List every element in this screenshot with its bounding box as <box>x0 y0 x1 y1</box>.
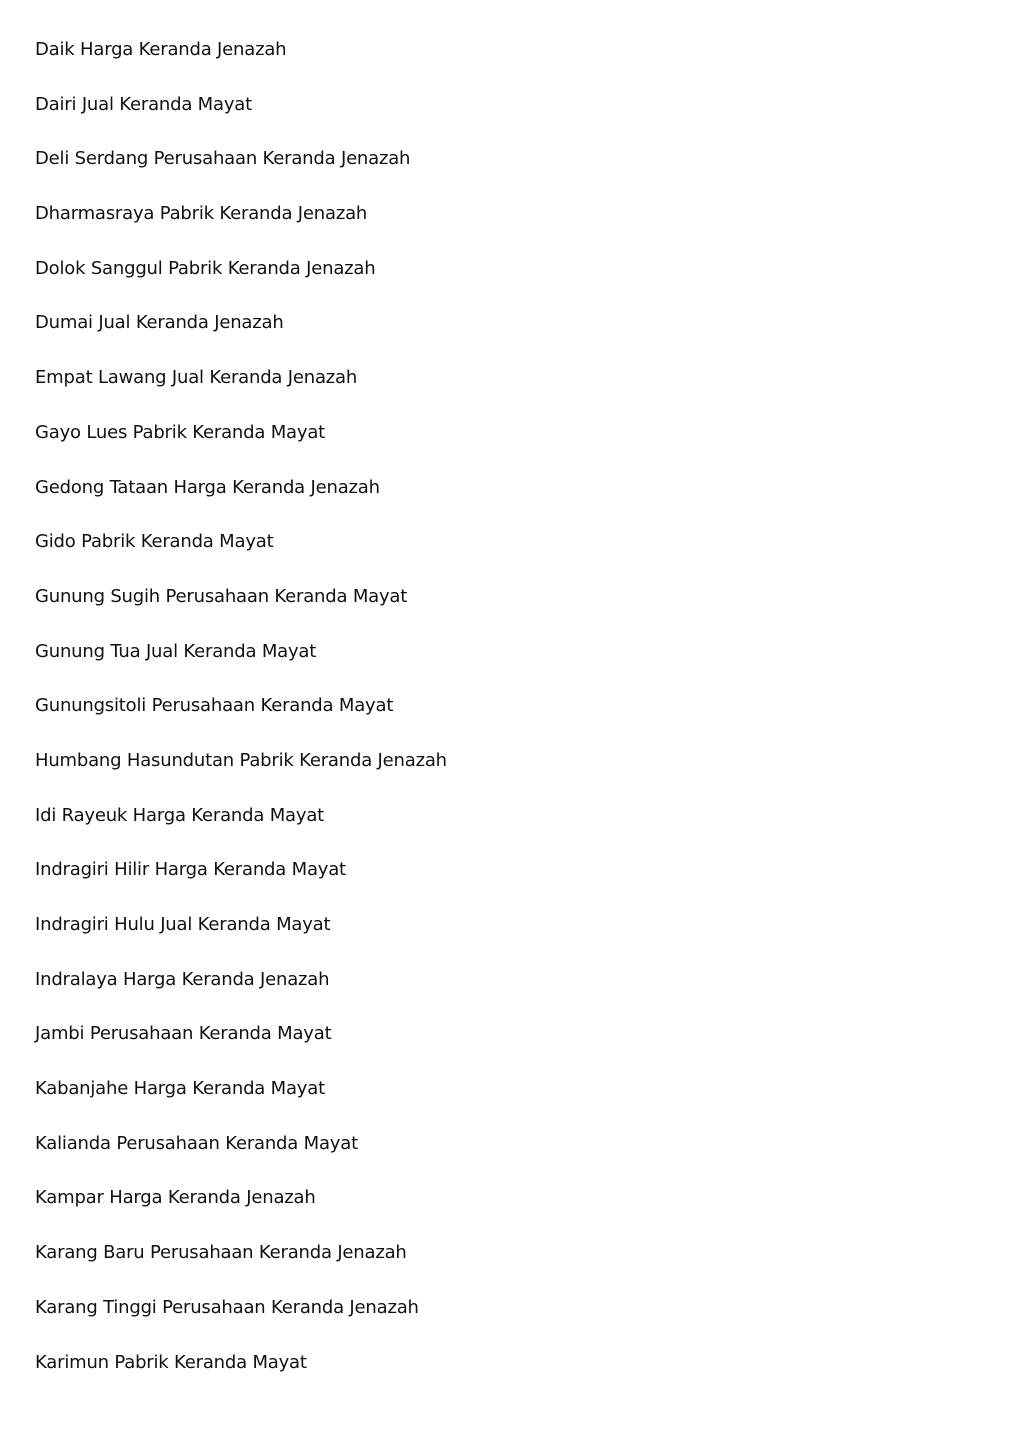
list-item: Gayo Lues Pabrik Keranda Mayat <box>35 421 326 443</box>
list-item: Gunungsitoli Perusahaan Keranda Mayat <box>35 695 394 717</box>
list-item: Karang Baru Perusahaan Keranda Jenazah <box>35 1242 407 1264</box>
list-item: Karimun Pabrik Keranda Mayat <box>35 1351 307 1373</box>
list-item: Gedong Tataan Harga Keranda Jenazah <box>35 476 380 498</box>
list-item: Kampar Harga Keranda Jenazah <box>35 1187 316 1209</box>
list-item: Dumai Jual Keranda Jenazah <box>35 312 284 334</box>
list-item: Indralaya Harga Keranda Jenazah <box>35 968 330 990</box>
list-item: Deli Serdang Perusahaan Keranda Jenazah <box>35 148 411 170</box>
list-item: Karang Tinggi Perusahaan Keranda Jenazah <box>35 1296 419 1318</box>
list-item: Kabanjahe Harga Keranda Mayat <box>35 1078 325 1100</box>
list-item: Indragiri Hilir Harga Keranda Mayat <box>35 859 346 881</box>
list-item: Gido Pabrik Keranda Mayat <box>35 531 274 553</box>
list-item: Idi Rayeuk Harga Keranda Mayat <box>35 804 325 826</box>
list-item: Humbang Hasundutan Pabrik Keranda Jenazah <box>35 749 447 771</box>
list-item: Jambi Perusahaan Keranda Mayat <box>35 1023 332 1045</box>
list-item: Kalianda Perusahaan Keranda Mayat <box>35 1132 358 1154</box>
list-item: Dolok Sanggul Pabrik Keranda Jenazah <box>35 257 376 279</box>
list-item: Dairi Jual Keranda Mayat <box>35 93 252 115</box>
list-item: Empat Lawang Jual Keranda Jenazah <box>35 367 358 389</box>
list-item: Dharmasraya Pabrik Keranda Jenazah <box>35 203 368 225</box>
list-item: Indragiri Hulu Jual Keranda Mayat <box>35 914 331 935</box>
list-item: Gunung Sugih Perusahaan Keranda Mayat <box>35 585 408 607</box>
list-item: Daik Harga Keranda Jenazah <box>35 39 287 60</box>
keyword-list <box>35 37 447 1404</box>
list-item: Gunung Tua Jual Keranda Mayat <box>35 640 317 662</box>
